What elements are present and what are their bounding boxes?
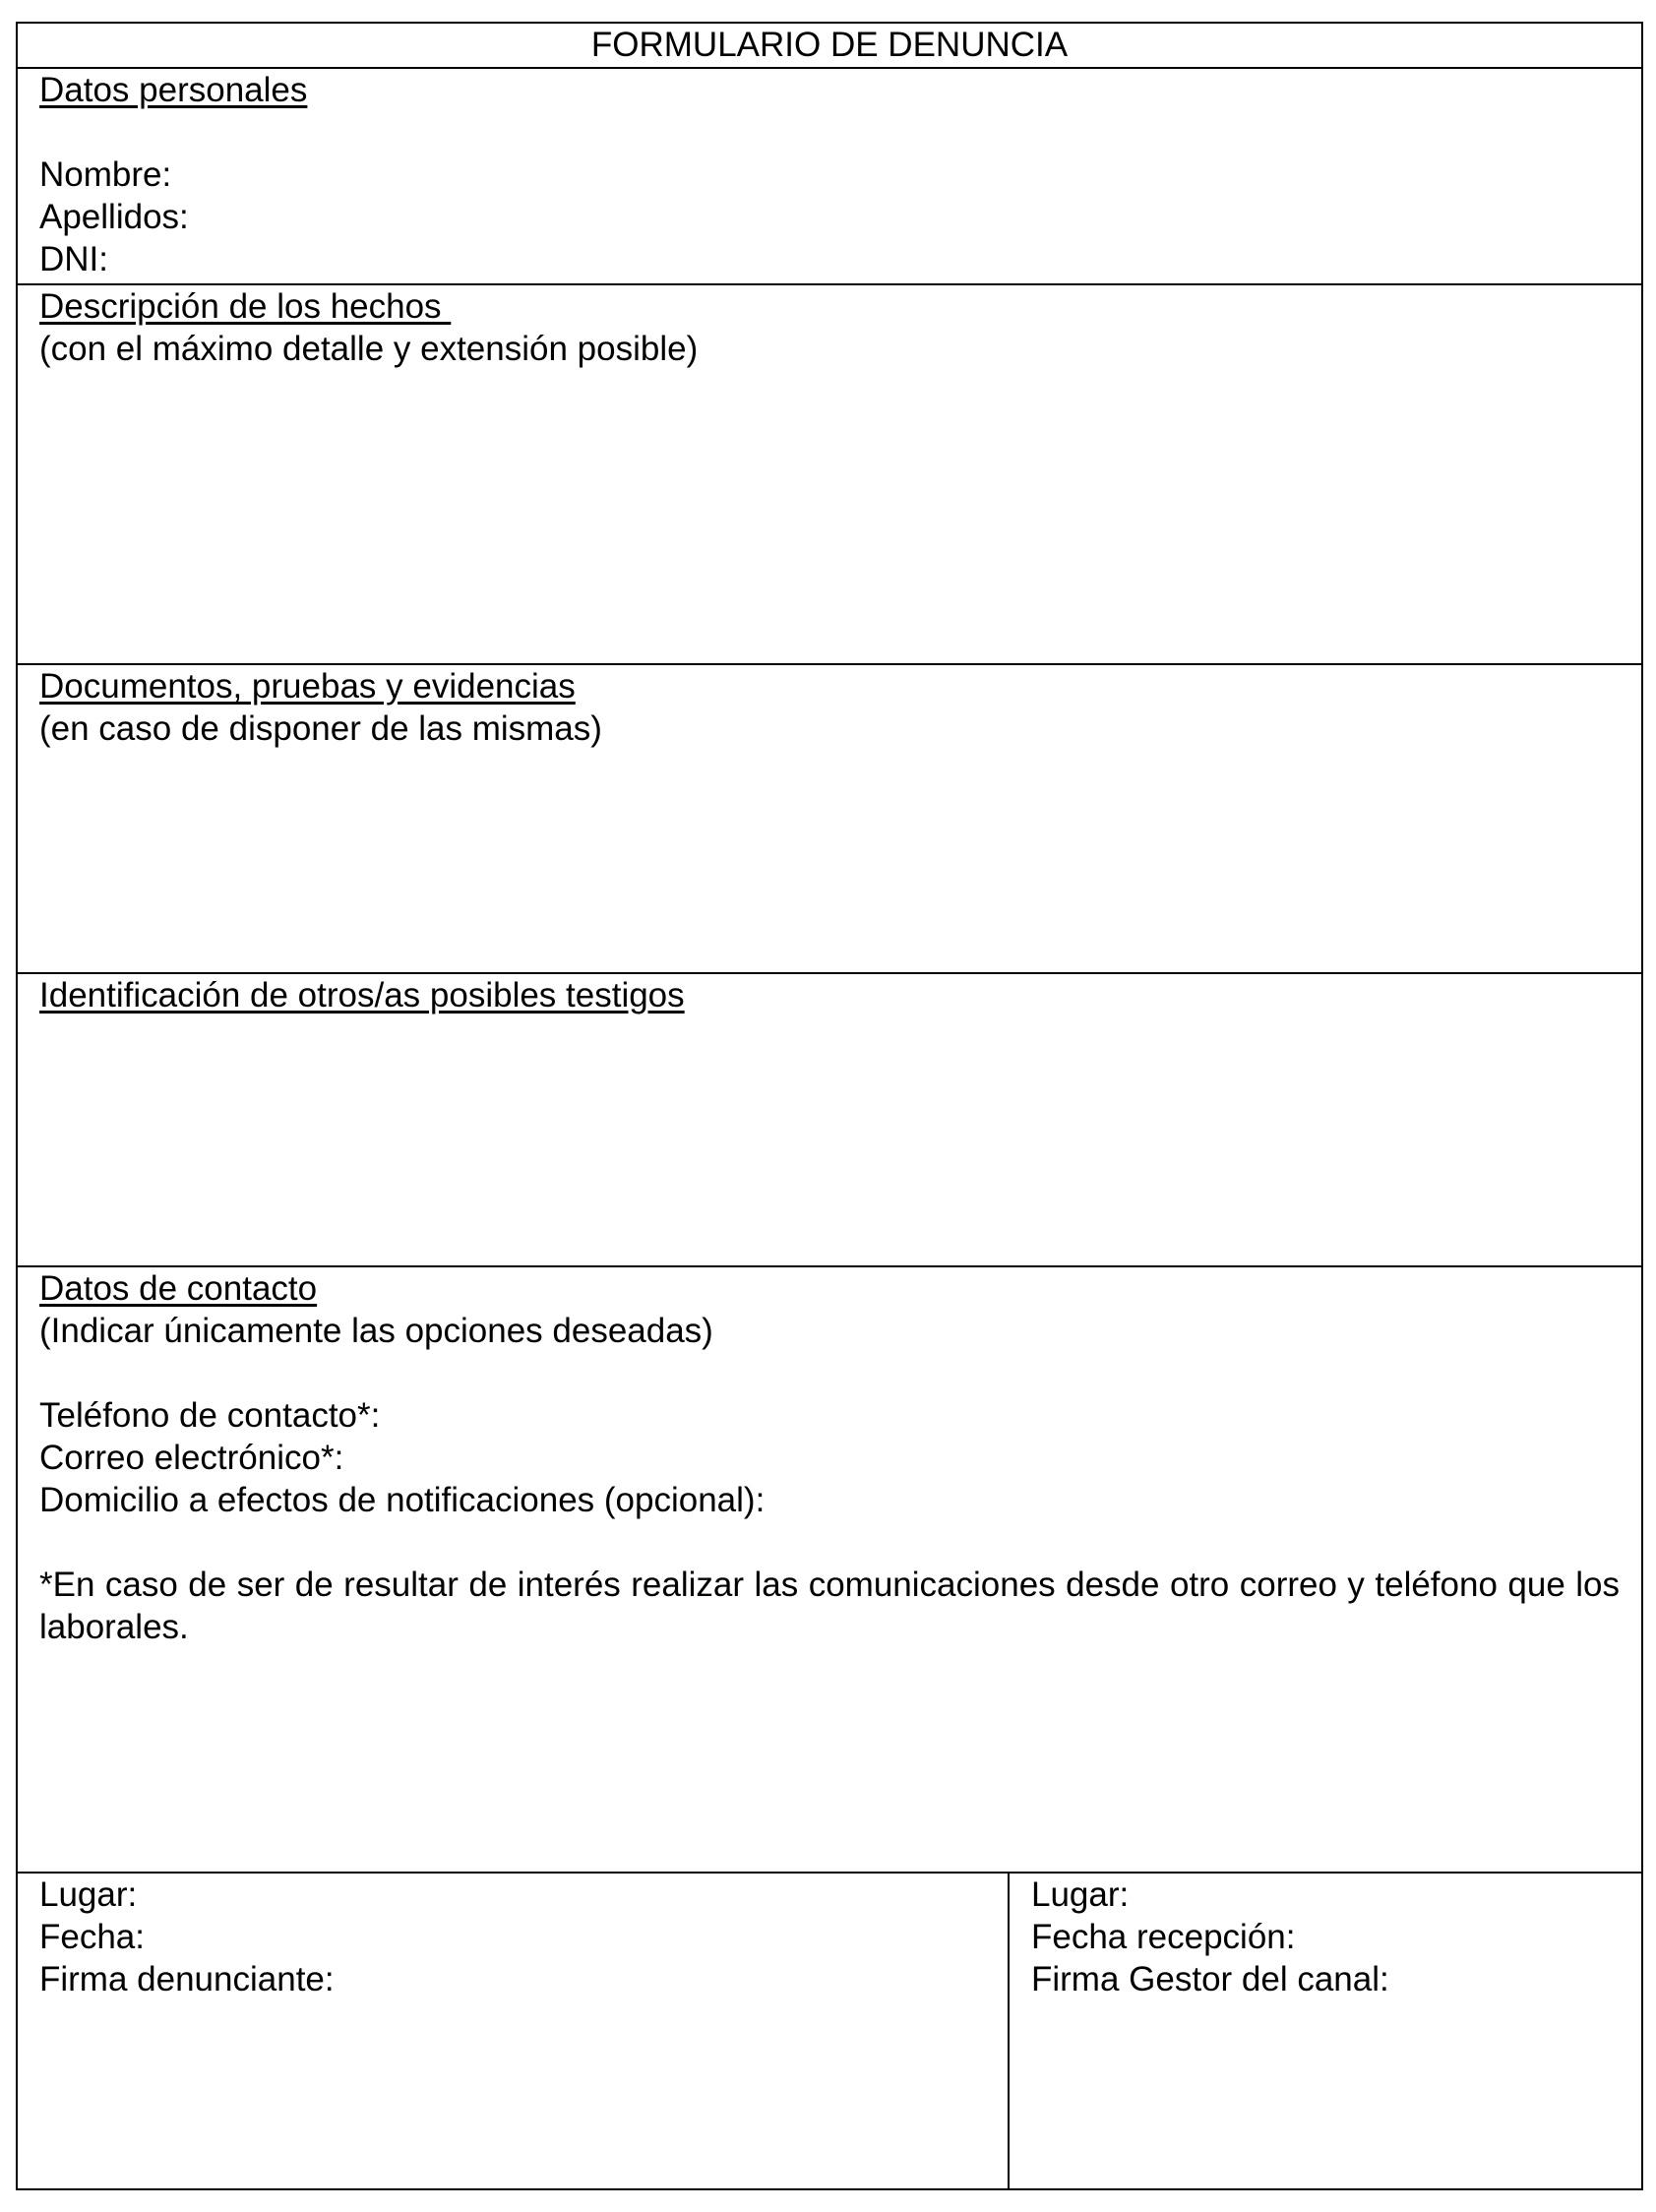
spacer (39, 1352, 1620, 1394)
dni-field-label[interactable]: DNI: (39, 240, 108, 278)
email-field-label[interactable]: Correo electrónico*: (39, 1439, 344, 1477)
evidence-section[interactable] (18, 665, 1641, 974)
facts-description-section[interactable] (18, 285, 1641, 665)
spacer (39, 111, 1620, 154)
phone-field-label[interactable]: Teléfono de contacto*: (39, 1396, 381, 1435)
contact-note: (Indicar únicamente las opciones deseadas) (39, 1312, 713, 1350)
contact-section (18, 1267, 1641, 1874)
witnesses-heading: Identificación de otros/as posibles testigos (39, 976, 685, 1014)
complainant-signature-cell[interactable] (18, 1874, 1010, 2188)
manager-place-label: Lugar: (1031, 1875, 1130, 1914)
signature-section (18, 1874, 1641, 2188)
complainant-signature-label: Firma denunciante: (39, 1960, 335, 1998)
form-title-row (18, 24, 1641, 69)
contact-heading: Datos de contacto (39, 1269, 318, 1308)
witnesses-section[interactable] (18, 974, 1641, 1267)
complainant-place-label: Lugar: (39, 1875, 138, 1914)
spacer (39, 1521, 1620, 1564)
facts-description-heading: Descripción de los hechos (39, 287, 452, 326)
address-field-label[interactable]: Domicilio a efectos de notificaciones (opcional): (39, 1481, 766, 1519)
manager-signature-cell[interactable] (1010, 1874, 1641, 2188)
surname-field-label[interactable]: Apellidos: (39, 198, 189, 236)
facts-description-note: (con el máximo detalle y extensión posible) (39, 330, 699, 368)
form-title: FORMULARIO DE DENUNCIA (590, 26, 1069, 64)
personal-data-heading: Datos personales (39, 71, 308, 109)
personal-data-section (18, 69, 1641, 285)
complaint-form (16, 22, 1643, 2190)
manager-signature-label: Firma Gestor del canal: (1031, 1960, 1389, 1998)
complainant-date-label: Fecha: (39, 1918, 145, 1956)
evidence-note: (en caso de disponer de las mismas) (39, 709, 602, 748)
reception-date-label: Fecha recepción: (1031, 1918, 1296, 1956)
evidence-heading: Documentos, pruebas y evidencias (39, 667, 576, 706)
contact-footnote: *En caso de ser de resultar de interés realizar las comunicaciones desde otro correo y teléfono que los laborales. (39, 1566, 1620, 1646)
name-field-label[interactable]: Nombre: (39, 155, 172, 194)
